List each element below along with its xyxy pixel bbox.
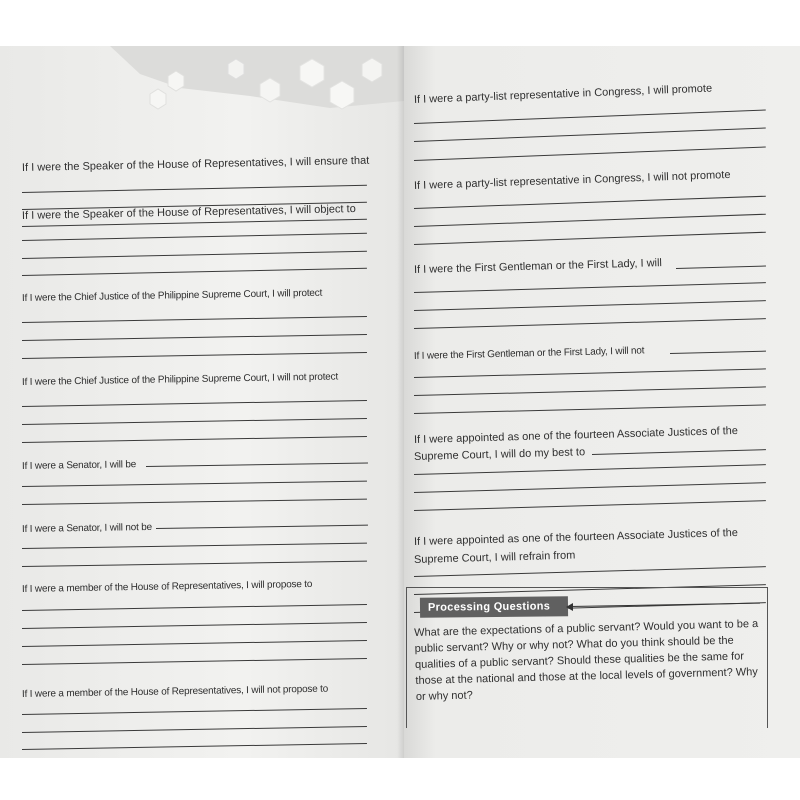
answer-line[interactable] [22, 561, 367, 567]
answer-line[interactable] [22, 418, 367, 425]
answer-line[interactable] [22, 708, 367, 715]
answer-line[interactable] [22, 316, 367, 323]
processing-questions-text: What are the expectations of a public servant? Would you want to be a public servant? Why or why not? What do you think should be the qualities of a public servant? Should these qualities be the same for those at the national and those at the local levels of government? Why or why not? [414, 617, 759, 703]
prompt-senator-not-be: If I were a Senator, I will not be [21, 521, 153, 535]
answer-line[interactable] [22, 640, 367, 647]
answer-line[interactable] [146, 463, 368, 467]
answer-line[interactable] [22, 481, 367, 487]
prompt-party-list-promote: If I were a party-list representative in Congress, I will promote [413, 82, 713, 106]
answer-line[interactable] [22, 543, 367, 549]
prompt-associate-justice-line1: If I were appointed as one of the fourteen Associate Justices of the [413, 424, 739, 446]
prompt-house-member-propose: If I were a member of the House of Representatives, I will propose to [21, 578, 313, 595]
processing-questions-title: Processing Questions [420, 596, 568, 618]
prompt-speaker-object: If I were the Speaker of the House of Representatives, I will object to [21, 203, 356, 222]
prompt-chief-justice-not-protect: If I were the Chief Justice of the Philippine Supreme Court, I will not protect [21, 371, 339, 388]
answer-line[interactable] [22, 233, 367, 241]
answer-line[interactable] [22, 185, 367, 193]
answer-line[interactable] [22, 604, 367, 611]
answer-line[interactable] [22, 726, 367, 733]
answer-line[interactable] [156, 525, 368, 529]
hexagon-decoration [0, 46, 404, 136]
answer-line[interactable] [22, 352, 367, 359]
answer-line[interactable] [22, 436, 367, 443]
prompt-house-member-not-propose: If I were a member of the House of Representatives, I will not propose to [21, 683, 329, 700]
prompt-senator-be: If I were a Senator, I will be [21, 459, 137, 472]
prompt-speaker-ensure: If I were the Speaker of the House of Representatives, I will ensure that [21, 154, 370, 174]
prompt-first-gentleman-will-not: If I were the First Gentleman or the First Lady, I will not [413, 345, 645, 362]
left-page [0, 46, 404, 758]
prompt-associate-justice-line1b: If I were appointed as one of the fourteen Associate Justices of the [413, 526, 739, 548]
answer-line[interactable] [22, 334, 367, 341]
answer-line[interactable] [22, 400, 367, 407]
answer-line[interactable] [22, 658, 367, 665]
answer-line[interactable] [22, 622, 367, 629]
prompt-associate-justice-best: Supreme Court, I will do my best to [413, 446, 586, 463]
answer-line[interactable] [22, 499, 367, 505]
prompt-chief-justice-protect: If I were the Chief Justice of the Philippine Supreme Court, I will protect [21, 287, 323, 304]
prompt-associate-justice-refrain: Supreme Court, I will refrain from [413, 549, 576, 566]
answer-line[interactable] [22, 251, 367, 259]
prompt-first-gentleman-will: If I were the First Gentleman or the First Lady, I will [413, 257, 663, 276]
answer-line[interactable] [22, 743, 367, 750]
prompt-party-list-not-promote: If I were a party-list representative in Congress, I will not promote [413, 168, 731, 192]
answer-line[interactable] [22, 268, 367, 276]
